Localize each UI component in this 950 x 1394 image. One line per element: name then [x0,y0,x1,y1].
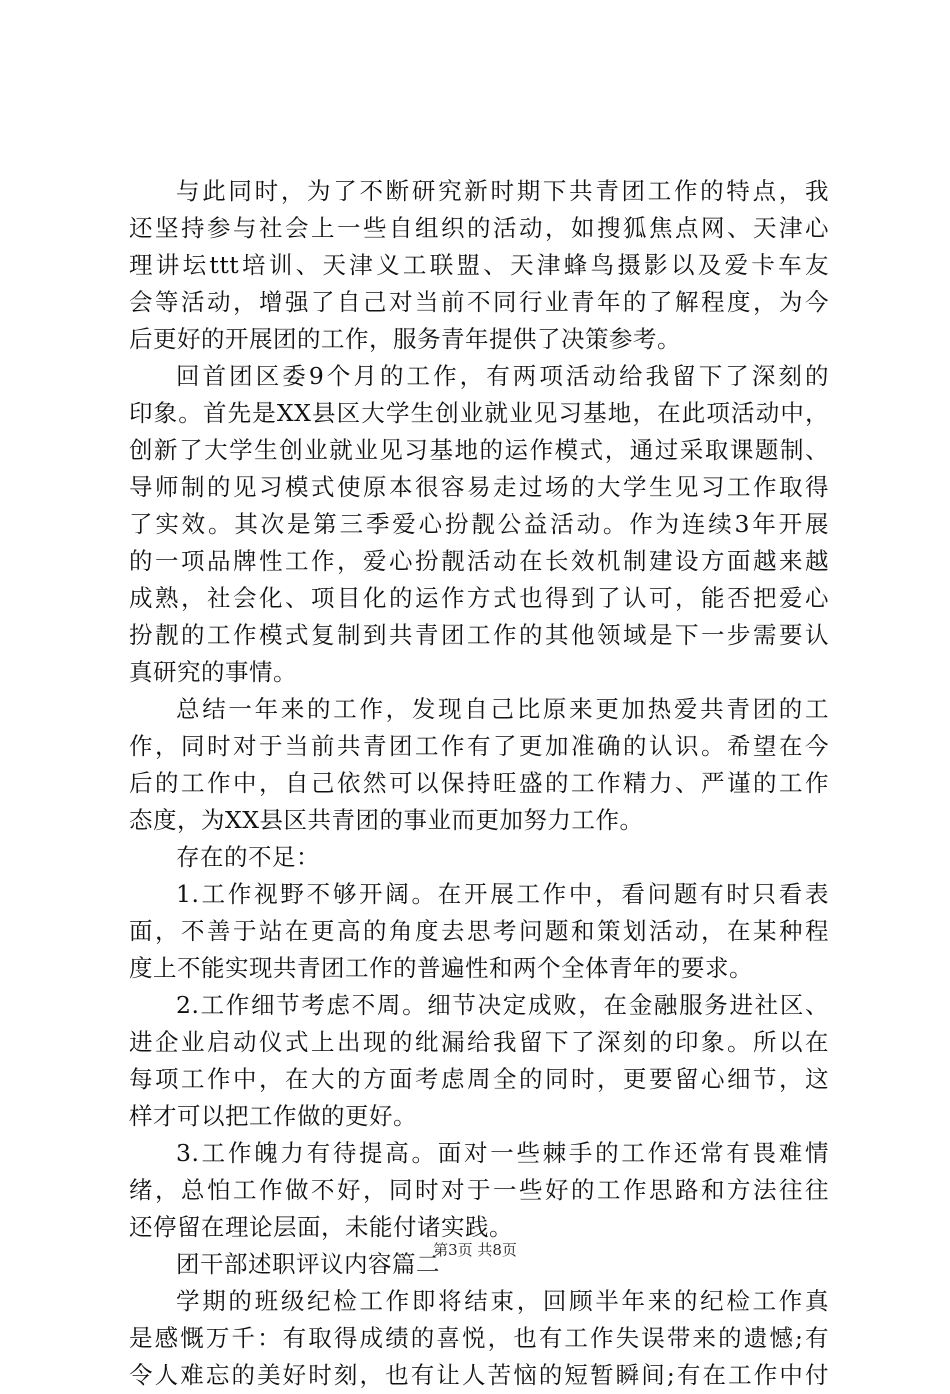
text-line: 真研究的事情。 [129,658,297,686]
paragraph-summary [129,691,829,839]
text-line: 后的工作中，自己依然可以保持旺盛的工作精力、严谨的工作 [129,769,829,797]
text-line: 进企业启动仪式上出现的纰漏给我留下了深刻的印象。所以在 [129,1028,829,1056]
text-line: 导师制的见习模式使原本很容易走过场的大学生见习工作取得 [129,473,829,501]
shortcoming-item-1 [129,876,829,987]
page-number-footer: 第3页 共8页 [433,1241,517,1259]
text-line: 与此同时，为了不断研究新时期下共青团工作的特点，我 [176,177,829,205]
paragraph-review [129,358,829,691]
text-line: 了实效。其次是第三季爱心扮靓公益活动。作为连续3年开展 [129,510,829,538]
text-line: 理讲坛ttt培训、天津义工联盟、天津蜂鸟摄影以及爱卡车友 [129,251,829,279]
shortcoming-item-2 [129,987,829,1135]
text-line: 样才可以把工作做的更好。 [129,1102,417,1130]
text-line: 团干部述职评议内容篇二 [176,1250,440,1278]
shortcoming-item-3 [129,1135,829,1246]
text-line: 还停留在理论层面，未能付诸实践。 [129,1213,513,1241]
text-line: 是感慨万千：有取得成绩的喜悦，也有工作失误带来的遗憾;有 [129,1324,829,1352]
text-line: 学期的班级纪检工作即将结束，回顾半年来的纪检工作真 [176,1287,829,1315]
text-line: 会等活动，增强了自己对当前不同行业青年的了解程度，为今 [129,288,829,316]
text-line: 后更好的开展团的工作，服务青年提供了决策参考。 [129,325,681,353]
text-line: 创新了大学生创业就业见习基地的运作模式，通过采取课题制、 [129,436,829,464]
text-line: 绪，总怕工作做不好，同时对于一些好的工作思路和方法往往 [129,1176,829,1204]
text-line: 回首团区委9个月的工作，有两项活动给我留下了深刻的 [176,362,829,390]
text-line: 每项工作中，在大的方面考虑周全的同时，更要留心细节，这 [129,1065,829,1093]
text-line: 2.工作细节考虑不周。细节决定成败，在金融服务进社区、 [176,991,829,1019]
text-line: 面，不善于站在更高的角度去思考问题和策划活动，在某种程 [129,917,829,945]
text-line: 令人难忘的美好时刻，也有让人苦恼的短暂瞬间;有在工作中付 [129,1361,829,1389]
section-heading-shortcomings [129,839,829,876]
text-line: 扮靓的工作模式复制到共青团工作的其他领域是下一步需要认 [129,621,829,649]
paragraph-collaboration [129,173,829,358]
document-body [129,173,829,1394]
text-line: 态度，为XX县区共青团的事业而更加努力工作。 [129,806,644,834]
text-line: 还坚持参与社会上一些自组织的活动，如搜狐焦点网、天津心 [129,214,829,242]
text-line: 作，同时对于当前共青团工作有了更加准确的认识。希望在今 [129,732,829,760]
text-line: 存在的不足： [176,843,320,871]
text-line: 的一项品牌性工作，爱心扮靓活动在长效机制建设方面越来越 [129,547,829,575]
paragraph-discipline-review [129,1283,829,1394]
text-line: 度上不能实现共青团工作的普遍性和两个全体青年的要求。 [129,954,753,982]
text-line: 总结一年来的工作，发现自己比原来更加热爱共青团的工 [176,695,829,723]
text-line: 印象。首先是XX县区大学生创业就业见习基地，在此项活动中， [129,399,829,427]
text-line: 成熟，社会化、项目化的运作方式也得到了认可，能否把爱心 [129,584,829,612]
text-line: 3.工作魄力有待提高。面对一些棘手的工作还常有畏难情 [176,1139,829,1167]
text-line: 1.工作视野不够开阔。在开展工作中，看问题有时只看表 [176,880,829,908]
